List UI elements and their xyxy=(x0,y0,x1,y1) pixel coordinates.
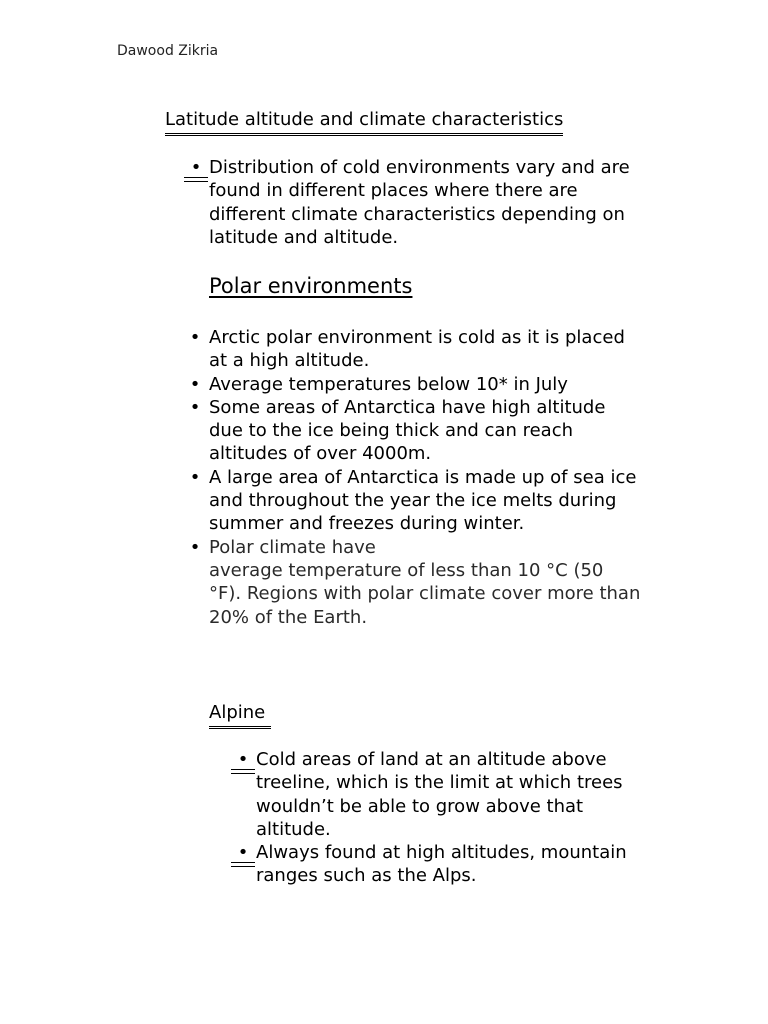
document-title: Latitude altitude and climate characteristics xyxy=(165,108,563,136)
bullet-icon: • xyxy=(231,841,255,864)
bullet-icon: • xyxy=(189,466,201,488)
list-item-continuation: average temperature of less than 10 °C (50 °F). Regions with polar climate cover more than 20% of the Earth. xyxy=(209,559,641,628)
list-item-text: Average temperatures below 10* in July xyxy=(209,373,568,395)
polar-list xyxy=(189,326,641,629)
alpine-list xyxy=(237,748,646,888)
list-item xyxy=(237,748,646,841)
author-name: Dawood Zikria xyxy=(117,43,219,59)
list-item-text: Cold areas of land at an altitude above treeline, which is the limit at which trees wouldn’t be able to grow above that altitude. xyxy=(256,749,623,840)
list-item xyxy=(189,466,641,536)
list-item-text: Distribution of cold environments vary and are found in different places where there are different climate characteristics depending on latitude and altitude. xyxy=(209,157,630,248)
intro-list xyxy=(190,156,659,249)
list-item xyxy=(189,326,641,373)
list-item xyxy=(190,156,659,249)
bullet-icon: • xyxy=(184,156,208,179)
bullet-icon: • xyxy=(189,327,201,348)
list-item-text: Arctic polar environment is cold as it is placed at a high altitude. xyxy=(209,327,625,372)
bullet-icon: • xyxy=(189,373,201,395)
list-item-text: Polar climate have xyxy=(209,536,376,558)
list-item xyxy=(189,373,641,396)
list-item xyxy=(189,536,641,629)
polar-heading: Polar environments xyxy=(209,274,413,298)
list-item-text: A large area of Antarctica is made up of sea ice and throughout the year the ice melts during summer and freezes during winter. xyxy=(209,466,637,535)
list-item xyxy=(189,396,641,466)
list-item xyxy=(237,841,646,888)
alpine-heading: Alpine xyxy=(209,701,271,729)
bullet-icon: • xyxy=(231,748,255,771)
bullet-icon: • xyxy=(189,536,201,558)
bullet-icon: • xyxy=(189,396,201,418)
list-item-text: Always found at high altitudes, mountain ranges such as the Alps. xyxy=(256,842,627,887)
list-item-text: Some areas of Antarctica have high altitude due to the ice being thick and can reach altitudes of over 4000m. xyxy=(209,396,606,465)
